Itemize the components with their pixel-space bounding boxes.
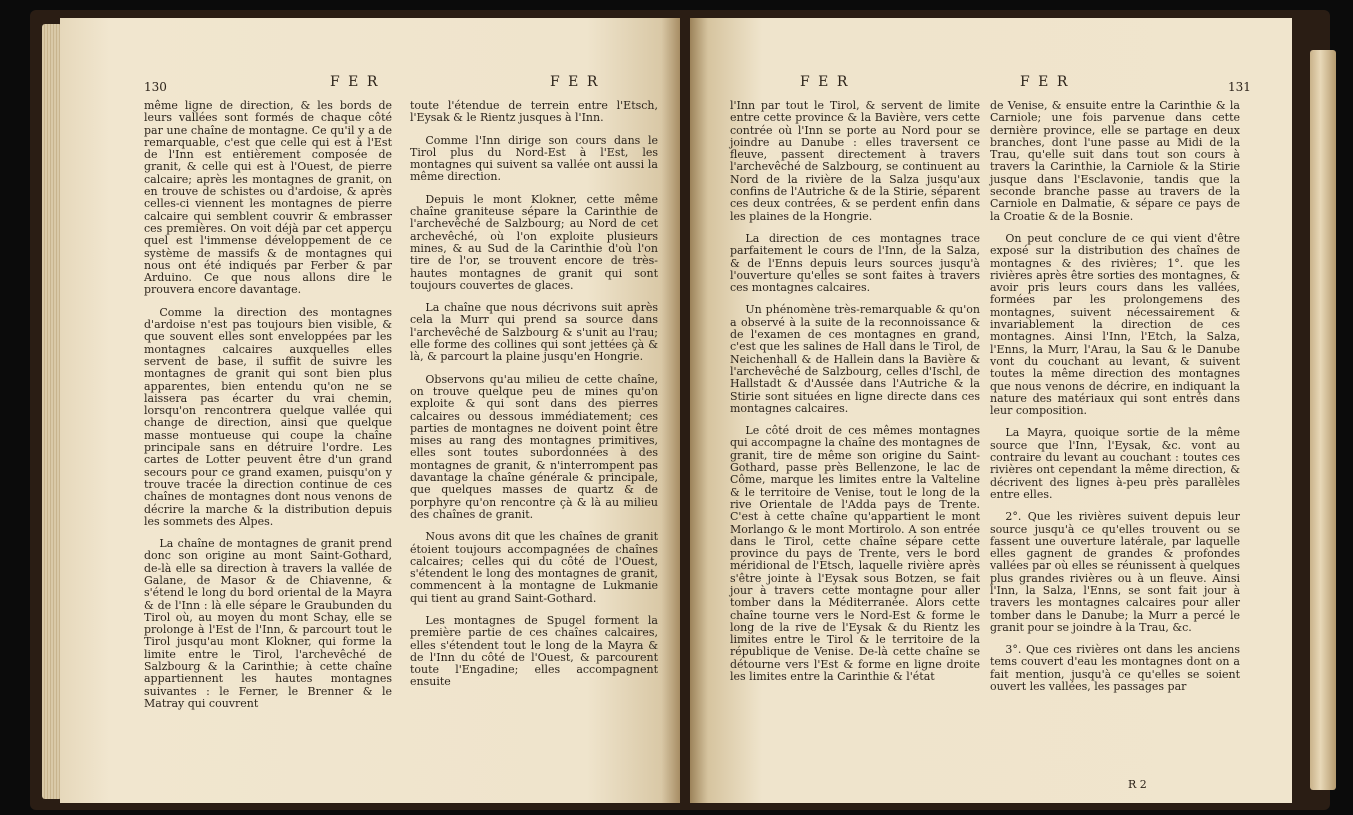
right-column-1 bbox=[730, 100, 980, 693]
signature-mark: R 2 bbox=[1128, 778, 1147, 791]
paragraph: même ligne de direction, & les bords de leurs vallées sont formés de chaque côté par une chaîne de montagne. Ce qu'il y a de remarquable, c'est que celle qui est à l'Est de l'Inn est entièrement composée de granit, & celle qui est à l'Ouest, de pierre calcaire; après les montagnes de granit, on en trouve de schistes ou d'ardoise, & après celles-ci viennent les montagnes de pierre calcaire qui semblent couvrir & embrasser ces premières. On voit déjà par cet apperçu quel est l'immense développement de ce système de massifs & de montagnes qui nous ont été indiqués par Ferber & par Arduino. Ce que nous allons dire le prouvera encore davantage. bbox=[144, 99, 392, 297]
paragraph: toute l'étendue de terrein entre l'Etsch, l'Eysak & le Rientz jusques à l'Inn. bbox=[410, 99, 658, 125]
paragraph: Le côté droit de ces mêmes montagnes qui accompagne la chaîne des montagnes de granit, tire de même son origine du Saint-Gothard, passe près Bellenzone, le lac de Côme, marque les limites entre la Valteline & le territoire de Venise, tout le long de la rive Orientale de l'Adda pays de Trente. C'est à cette chaîne qu'appartient le mont Morlango & le mont Mortirolo. A son entrée dans le Tirol, cette chaîne sépare cette province du pays de Trente, vers le bord méridional de l'Etsch, laquelle rivière après s'être jointe à l'Eysak sous Botzen, se fait jour à travers cette montagne pour aller tomber dans la Méditerranée. Alors cette chaîne tourne vers le Nord-Est & forme le long de la rive de l'Eysak & du Rientz les limites entre le Tirol & le territoire de la république de Venise. De-là cette chaîne se détourne vers l'Est & forme en ligne droite les limites entre la Carinthie & l'état bbox=[730, 424, 980, 684]
paragraph: Un phénomène très-remarquable & qu'on a observé à la suite de la reconnoissance & de l'examen de ces montagnes en grand, c'est que les salines de Hall dans le Tirol, de Neichenhall & de Hallein dans la Bavière & l'archevêché de Salzbourg, celles d'Ischl, de Hallstadt & d'Aussée dans l'Autriche & la Stirie sont situées en ligne directe dans ces montagnes calcaires. bbox=[730, 303, 980, 415]
paragraph: Les montagnes de Spugel forment la première partie de ces chaînes calcaires, elles s'étendent tout le long de la Mayra & de l'Inn du côté de l'Ouest, & parcourent toute l'Engadine; elles accompagnent ensuite bbox=[410, 613, 658, 689]
paragraph: l'Inn par tout le Tirol, & servent de limite entre cette province & la Bavière, vers cette contrée où l'Inn se porte au Nord pour se joindre au Danube : elles traversent ce fleuve, passent directement à travers l'archevêché de Salzbourg, se continuent au Nord de la rivière de la Salza jusqu'aux confins de l'Autriche & de la Stirie, séparent ces deux contrées, & se perdent enfin dans les plaines de la Hongrie. bbox=[730, 99, 980, 223]
paragraph: La chaîne que nous décrivons suit après cela la Murr qui prend sa source dans l'archevêché de Salzbourg & s'unit au l'rau; elle forme des collines qui sont jettées çà & là, & parcourt la plaine jusqu'en Hongrie. bbox=[410, 301, 658, 364]
paragraph: Depuis le mont Klokner, cette même chaîne graniteuse sépare la Carinthie de l'archevêché de Salzbourg; au Nord de cet archevêché, où l'on exploite plusieurs mines, & au Sud de la Carinthie d'où l'on tire de l'or, se trouvent encore de très-hautes montagnes de granit qui sont toujours couvertes de glaces. bbox=[410, 192, 658, 292]
left-header-col1: F E R bbox=[330, 74, 380, 90]
paragraph: Nous avons dit que les chaînes de granit étoient toujours accompagnées de chaînes calcaires; celles qui du côté de l'Ouest, s'étendent le long des montagnes de granit, commencent à la montagne de Lukmanie qui tient au grand Saint-Gothard. bbox=[410, 530, 658, 605]
paragraph: Observons qu'au milieu de cette chaîne, on trouve quelque peu de mines qu'on exploite & qui sont dans des pierres calcaires ou dessous immédiatement; ces parties de montagnes ne doivent point être mises au rang des montagnes primitives, elles sont toutes subordonnées à des montagnes de granit, & n'interrompent pas davantage la chaîne générale & principale, que quelques masses de quartz & de porphyre qu'on rencontre çà & là au milieu des chaînes de granit. bbox=[410, 372, 658, 521]
page-edges bbox=[42, 24, 62, 799]
paragraph: 2°. Que les rivières suivent depuis leur source jusqu'à ce qu'elles trouvent ou se fassent une ouverture latérale, par laquelle elles gagnent de grandes & profondes vallées par où elles se réunissent à quelques plus grandes rivières ou à un fleuve. Ainsi l'Inn, la Salza, l'Enns, se sont fait jour à travers les montagnes calcaires pour aller tomber dans le Danube; la Murr a percé le granit pour se joindre à la Trau, &c. bbox=[990, 510, 1240, 634]
paragraph: 3°. Que ces rivières ont dans les anciens tems couvert d'eau les montagnes dont on a fait mention, jusqu'à ce qu'elles se soient ouvert les vallées, les passages par bbox=[990, 643, 1240, 694]
paragraph: Comme la direction des montagnes d'ardoise n'est pas toujours bien visible, & que souvent elles sont enveloppées par les montagnes calcaires auxquelles elles servent de base, il suffit de suivre les montagnes de granit qui sont bien plus apparentes, bien entendu qu'on ne se laissera pas écarter du vrai chemin, lorsqu'on rencontrera quelque vallée qui change de direction, ainsi que quelque masse montueuse qui coupe la chaîne principale sans en détruire l'ordre. Les cartes de Lotter peuvent être d'un grand secours pour ce grand examen, puisqu'on y trouve tracée la direction continue de ces chaînes de montagnes dont nous venons de décrire la marche & la distribution depuis les sommets des Alpes. bbox=[144, 305, 392, 528]
book bbox=[30, 10, 1330, 810]
paragraph: Comme l'Inn dirige son cours dans le Tirol plus du Nord-Est à l'Est, les montagnes qui suivent sa vallée ont aussi la même direction. bbox=[410, 133, 658, 184]
paragraph: La chaîne de montagnes de granit prend donc son origine au mont Saint-Gothard, de-là elle sa direction à travers la vallée de Galane, de Masor & de Chiavenne, & s'étend le long du bord oriental de la Mayra & de l'Inn : là elle sépare le Graubunden du Tirol où, au moyen du mont Schay, elle se prolonge à l'Est de l'Inn, & parcourt tout le Tirol jusqu'au mont Klokner, qui forme la limite entre le Tirol, l'archevêché de Salzbourg & la Carinthie; à cette chaîne appartiennent les hautes montagnes suivantes : le Ferner, le Brenner & le Matray qui couvrent bbox=[144, 537, 392, 710]
paragraph: La Mayra, quoique sortie de la même source que l'Inn, l'Eysak, &c. vont au contraire du levant au couchant : toutes ces rivières ont cependant la même direction, & décrivent des lignes à-peu près parallèles entre elles. bbox=[990, 426, 1240, 501]
left-column-2 bbox=[410, 100, 658, 699]
left-folio: 130 bbox=[144, 80, 167, 94]
paragraph: On peut conclure de ce qui vient d'être exposé sur la distribution des chaînes de montagnes & des rivières; 1°. que les rivières après être sorties des montagnes, & avoir pris leurs cours dans les vallées, formées par les prolongemens des montagnes, suivent nécessairement & invariablement la direction de ces montagnes. Ainsi l'Inn, l'Etch, la Salza, l'Enns, la Murr, l'Arau, la Sau & le Danube vont du couchant au levant, & suivent toutes la même direction des montagnes que nous venons de décrire, en indiquant la nature des matériaux qui sont entrés dans leur composition. bbox=[990, 231, 1240, 418]
paragraph: de Venise, & ensuite entre la Carinthie & la Carniole; une fois parvenue dans cette dernière province, elle se partage en deux branches, dont l'une passe au Midi de la Trau, qu'elle suit dans tout son cours à travers la Carinthie, la Carniole & la Stirie jusque dans l'Esclavonie, tandis que la seconde branche passe au travers de la Carniole en Dalmatie, & sépare ce pays de la Croatie & de la Bosnie. bbox=[990, 99, 1240, 223]
left-header-col2: F E R bbox=[550, 74, 600, 90]
paragraph: La direction de ces montagnes trace parfaitement le cours de l'Inn, de la Salza, & de l'Enns depuis leurs sources jusqu'à l'ouverture qu'elles se sont faites à travers ces montagnes calcaires. bbox=[730, 231, 980, 295]
left-page bbox=[60, 18, 680, 803]
right-column-2 bbox=[990, 100, 1240, 703]
right-page bbox=[690, 18, 1292, 803]
left-column-1 bbox=[144, 100, 392, 720]
right-header-col1: F E R bbox=[800, 74, 850, 90]
right-header-col2: F E R bbox=[1020, 74, 1070, 90]
right-folio: 131 bbox=[1228, 80, 1251, 94]
